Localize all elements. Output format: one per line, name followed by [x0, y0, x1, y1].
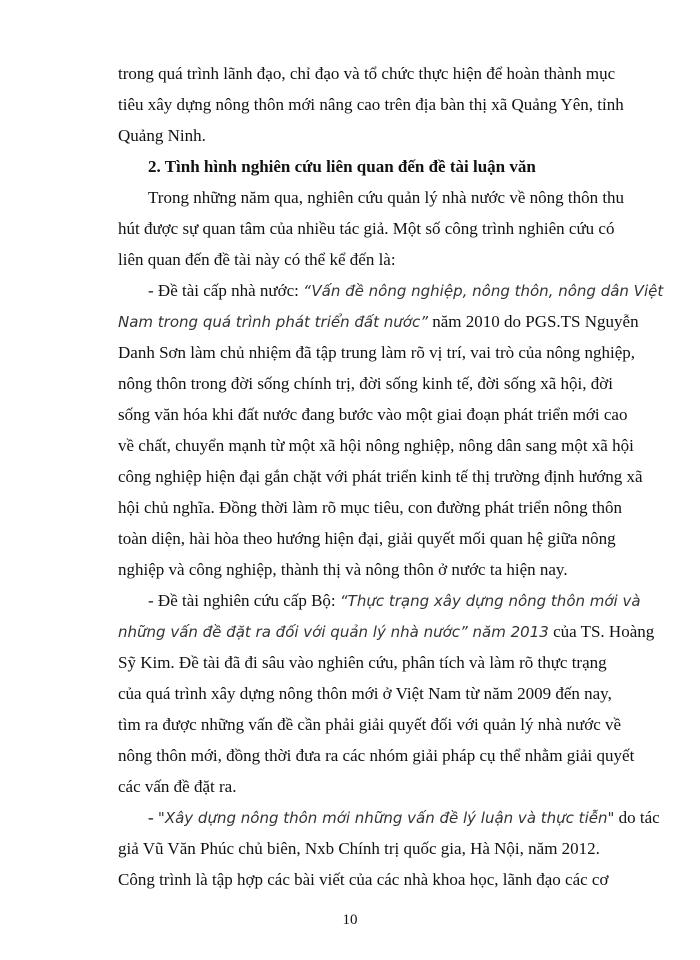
text-line: liên quan đến đề tài này có thể kể đến là: — [118, 250, 396, 269]
text-line: tìm ra được những vấn đề cần phải giải quyết đối với quản lý nhà nước về — [118, 715, 622, 734]
text-line: Trong những năm qua, nghiên cứu quản lý nhà nước về nông thôn thu — [148, 188, 625, 207]
text-line: tiêu xây dựng nông thôn mới nâng cao trên địa bàn thị xã Quảng Yên, tỉnh — [118, 95, 624, 114]
text-line: công nghiệp hiện đại gắn chặt với phát triển kinh tế thị trường định hướng xã — [118, 467, 643, 486]
text-line: hội chủ nghĩa. Đồng thời làm rõ mục tiêu, con đường phát triển nông thôn — [118, 498, 623, 517]
italic-title: “Thực trạng xây dựng nông thôn mới và — [339, 592, 641, 610]
text-line: Danh Sơn làm chủ nhiệm đã tập trung làm rõ vị trí, vai trò của nông nghiệp, — [118, 343, 635, 362]
text-line: hút được sự quan tâm của nhiều tác giả. Một số công trình nghiên cứu có — [118, 219, 615, 238]
text-line: Sỹ Kim. Đề tài đã đi sâu vào nghiên cứu, phân tích và làm rõ thực trạng — [118, 653, 607, 672]
text-span: năm 2010 do PGS.TS Nguyễn — [427, 312, 639, 331]
text-line: giả Vũ Văn Phúc chủ biên, Nxb Chính trị quốc gia, Hà Nội, năm 2012. — [118, 839, 600, 858]
text-line — [148, 585, 641, 616]
text-line — [148, 802, 660, 833]
page-number: 10 — [342, 912, 358, 928]
text-line: sống văn hóa khi đất nước đang bước vào một giai đoạn phát triển mới cao — [118, 405, 628, 424]
italic-title: những vấn đề đặt ra đối với quản lý nhà nước” năm 2013 — [118, 623, 549, 641]
text-line — [148, 275, 664, 306]
text-line: nông thôn mới, đồng thời đưa ra các nhóm giải pháp cụ thể nhằm giải quyết — [118, 746, 635, 765]
text-line: Quảng Ninh. — [118, 126, 206, 145]
text-line: nghiệp và công nghiệp, thành thị và nông thôn ở nước ta hiện nay. — [118, 560, 568, 579]
text-line — [118, 306, 639, 337]
text-line: các vấn đề đặt ra. — [118, 777, 237, 796]
text-line: toàn diện, hài hòa theo hướng hiện đại, giải quyết mối quan hệ giữa nông — [118, 529, 616, 548]
italic-title: Nam trong quá trình phát triển đất nước” — [118, 313, 428, 331]
text-line: Công trình là tập hợp các bài viết của các nhà khoa học, lãnh đạo các cơ — [118, 870, 609, 889]
text-span: do tác — [614, 808, 660, 827]
text-line: trong quá trình lãnh đạo, chỉ đạo và tổ chức thực hiện để hoàn thành mục — [118, 64, 616, 83]
text-line: về chất, chuyển mạnh từ một xã hội nông nghiệp, nông dân sang một xã hội — [118, 436, 634, 455]
text-span: - Đề tài cấp nhà nước: — [148, 281, 304, 300]
section-heading: 2. Tình hình nghiên cứu liên quan đến đề tài luận văn — [148, 157, 536, 176]
text-span: của TS. Hoàng — [548, 622, 655, 641]
text-span: - — [148, 808, 158, 827]
text-line — [118, 616, 655, 647]
text-line: của quá trình xây dựng nông thôn mới ở Việt Nam từ năm 2009 đến nay, — [118, 684, 612, 703]
text-span: - Đề tài nghiên cứu cấp Bộ: — [148, 591, 340, 610]
italic-title: “Vấn đề nông nghiệp, nông thôn, nông dân Việt — [303, 282, 664, 300]
text-line: nông thôn trong đời sống chính trị, đời sống kinh tế, đời sống xã hội, đời — [118, 374, 613, 393]
italic-title: "Xây dựng nông thôn mới những vấn đề lý luận và thực tiễn" — [157, 809, 615, 827]
